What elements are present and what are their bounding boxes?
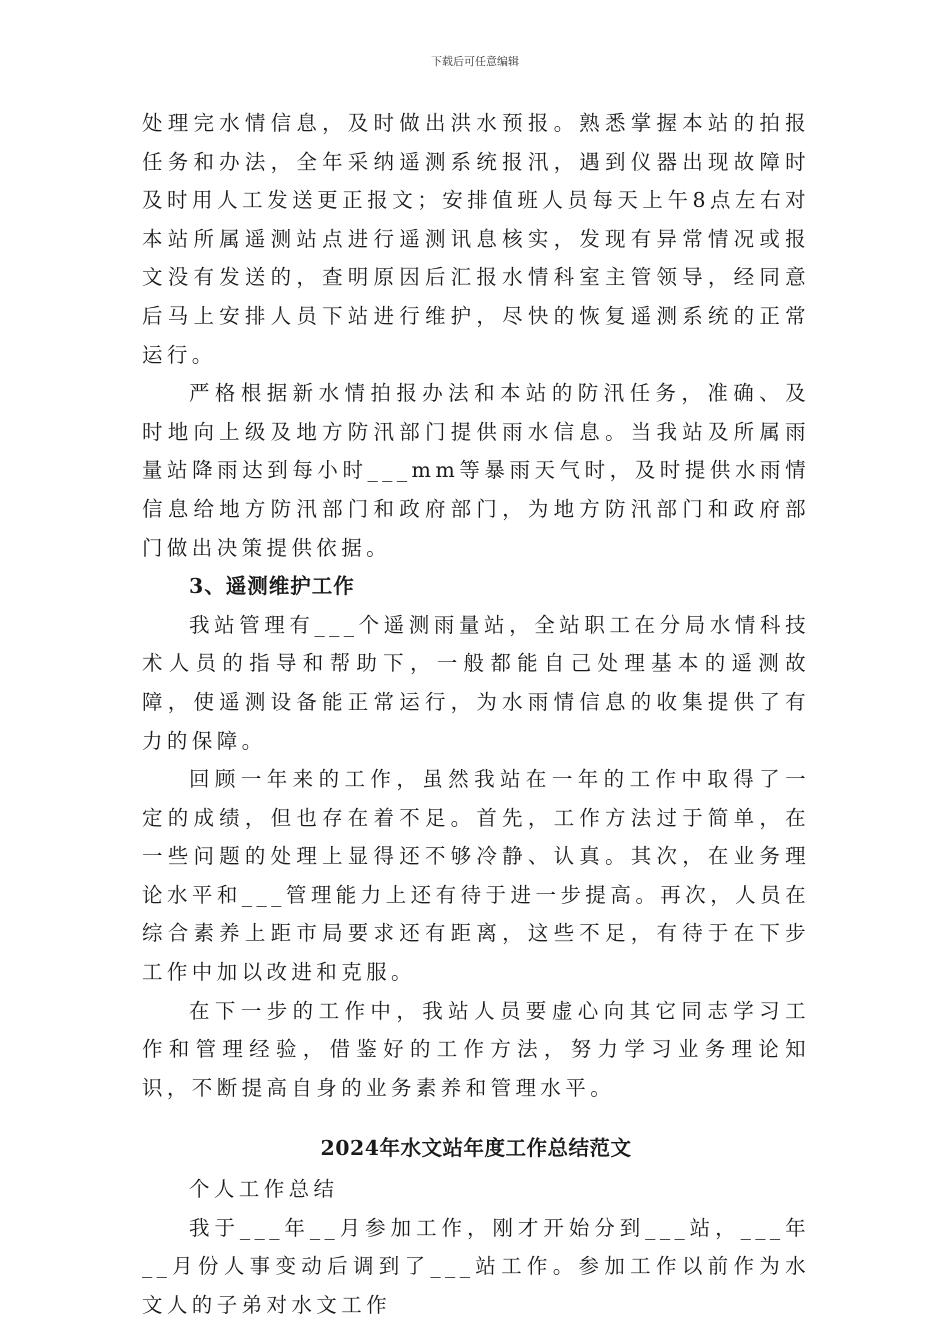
page-header: 下载后可任意编辑 [431, 55, 519, 68]
paragraph-review: 回顾一年来的工作，虽然我站在一年的工作中取得了一定的成绩，但也存在着不足。首先，工作方法过于简单，在一些问题的处理上显得还不够冷静、认真。其次，在业务理论水平和___管理能力上还有待于进一步提高。再次，人员在综合素养上距市局要求还有距离，这些不足，有待于在下步工作中加以改进和克服。 [142, 767, 810, 985]
subheading-personal-summary: 个人工作总结 [189, 1177, 339, 1202]
paragraph-next-steps: 在下一步的工作中，我站人员要虚心向其它同志学习工作和管理经验，借鉴好的工作方法，努力学习业务理论知识，不断提高自身的业务素养和管理水平。 [142, 998, 810, 1100]
document-body [142, 104, 810, 1324]
paragraph-personal-intro: 我于___年__月参加工作，刚才开始分到___站，___年__月份人事变动后调到了___站工作。参加工作以前作为水文人的子弟对水文工作 [142, 1215, 810, 1317]
paragraph-flood-info: 严格根据新水情拍报办法和本站的防汛任务，准确、及时地向上级及地方防汛部门提供雨水信息。当我站及所属雨量站降雨达到每小时___mm等暴雨天气时，及时提供水雨情信息给地方防汛部门和政府部门，为地方防汛部门和政府部门做出决策提供依据。 [142, 381, 810, 560]
document-title: 2024年水文站年度工作总结范文 [320, 1136, 632, 1161]
section-heading-telemetry-maintenance: 3、遥测维护工作 [189, 574, 355, 599]
paragraph-rain-stations: 我站管理有___个遥测雨量站，全站职工在分局水情科技术人员的指导和帮助下，一般都能自己处理基本的遥测故障，使遥测设备能正常运行，为水雨情信息的收集提供了有力的保障。 [142, 612, 810, 753]
paragraph-telemetry-report: 处理完水情信息，及时做出洪水预报。熟悉掌握本站的拍报任务和办法，全年采纳遥测系统报汛，遇到仪器出现故障时及时用人工发送更正报文；安排值班人员每天上午8点左右对本站所属遥测站点进行遥测讯息核实，发现有异常情况或报文没有发送的，查明原因后汇报水情科室主管领导，经同意后马上安排人员下站进行维护，尽快的恢复遥测系统的正常运行。 [142, 111, 810, 367]
